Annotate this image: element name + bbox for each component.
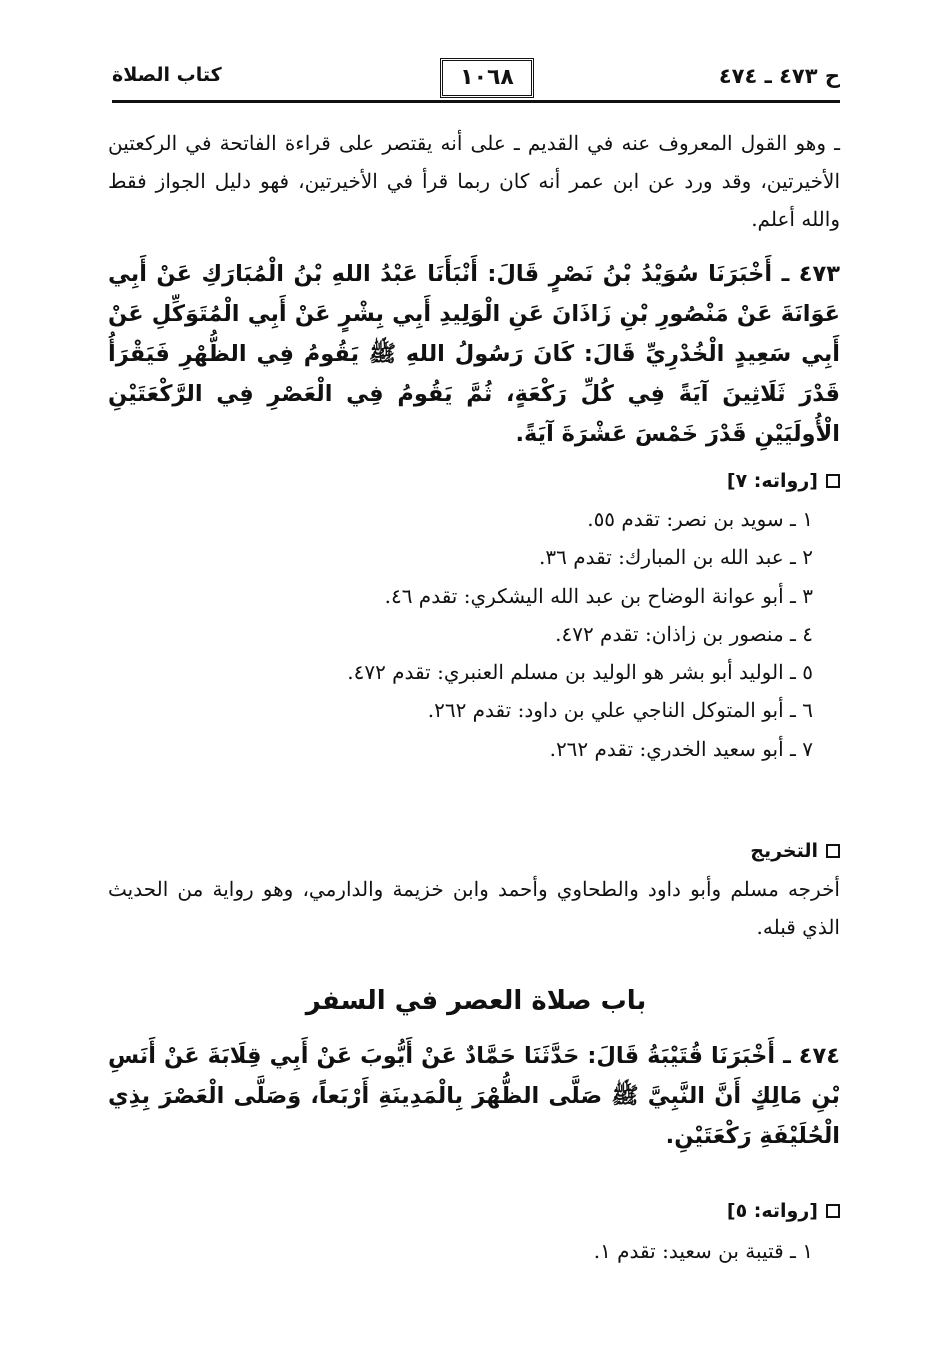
narrators-heading-473 xyxy=(727,470,840,492)
book-title: كتاب الصلاة xyxy=(112,64,222,86)
narrators-list-474 xyxy=(594,1232,813,1270)
header-divider xyxy=(112,100,840,103)
list-item: ٣ ـ أبو عوانة الوضاح بن عبد الله اليشكري: تقدم ٤٦. xyxy=(384,583,813,608)
narrators-heading-label: [رواته: ٥] xyxy=(726,1200,818,1222)
page-header xyxy=(112,58,840,98)
list-item: ٤ ـ منصور بن زاذان: تقدم ٤٧٢. xyxy=(555,621,813,646)
list-item: ٦ ـ أبو المتوكل الناجي علي بن داود: تقدم ٢٦٢. xyxy=(427,698,813,723)
hadith-473: ٤٧٣ ـ أَخْبَرَنَا سُوَيْدُ بْنُ نَصْرٍ قَالَ: أَنْبَأَنَا عَبْدُ اللهِ بْنُ الْمُبَارَكِ عَنْ أَبِي عَوَانَةَ عَنْ مَنْصُورِ بْنِ زَاذَانَ عَنِ الْوَلِيدِ أَبِي بِشْرٍ عَنْ أَبِي الْمُتَوَكِّلِ عَنْ أَبِي سَعِيدٍ الْخُدْرِيِّ قَالَ: كَانَ رَسُولُ اللهِ ﷺ يَقُومُ فِي الظُّهْرِ فَيَقْرَأُ قَدْرَ ثَلَاثِينَ آيَةً فِي كُلِّ رَكْعَةٍ، ثُمَّ يَقُومُ فِي الْعَصْرِ فِي الرَّكْعَتَيْنِ الْأُولَيَيْنِ قَدْرَ خَمْسَ عَشْرَةَ آيَةً. xyxy=(108,261,840,447)
list-item: ٥ ـ الوليد أبو بشر هو الوليد بن مسلم العنبري: تقدم ٤٧٢. xyxy=(347,660,813,685)
narrators-heading-label: [رواته: ٧] xyxy=(726,470,818,492)
intro-paragraph: ـ وهو القول المعروف عنه في القديم ـ على أنه يقتصر على قراءة الفاتحة في الركعتين الأخيرتين، وقد ورد عن ابن عمر أنه كان ربما قرأ في الأخيرتين، فهو دليل الجواز فقط والله أعلم. xyxy=(108,131,840,231)
takhrij-heading xyxy=(750,840,840,862)
list-item: ١ ـ قتيبة بن سعيد: تقدم ١. xyxy=(593,1239,813,1263)
list-item: ٧ ـ أبو سعيد الخدري: تقدم ٢٦٢. xyxy=(549,736,813,761)
square-outline-icon xyxy=(826,844,840,858)
page-number: ١٠٦٨ xyxy=(440,58,534,98)
hadith-474: ٤٧٤ ـ أَخْبَرَنَا قُتَيْبَةُ قَالَ: حَدَّثَنَا حَمَّادٌ عَنْ أَيُّوبَ عَنْ أَبِي قِلَابَةَ عَنْ أَنَسِ بْنِ مَالِكٍ أَنَّ النَّبِيَّ ﷺ صَلَّى الظُّهْرَ بِالْمَدِينَةِ أَرْبَعاً، وَصَلَّى الْعَصْرَ بِذِي الْحُلَيْفَةِ رَكْعَتَيْنِ. xyxy=(108,1043,840,1149)
square-outline-icon xyxy=(826,1204,840,1218)
square-outline-icon xyxy=(826,474,840,488)
narrators-heading-474 xyxy=(727,1200,840,1222)
takhrij-text: أخرجه مسلم وأبو داود والطحاوي وأحمد وابن خزيمة والدارمي، وهو رواية من الحديث الذي قبله. xyxy=(108,877,840,939)
takhrij-heading-label: التخريج xyxy=(750,840,818,862)
list-item: ٢ ـ عبد الله بن المبارك: تقدم ٣٦. xyxy=(539,545,813,570)
chapter-title: باب صلاة العصر في السفر xyxy=(305,986,647,1016)
list-item: ١ ـ سويد بن نصر: تقدم ٥٥. xyxy=(587,507,813,531)
hadith-range: ح ٤٧٣ ـ ٤٧٤ xyxy=(718,64,840,88)
narrators-list-473 xyxy=(347,500,813,768)
